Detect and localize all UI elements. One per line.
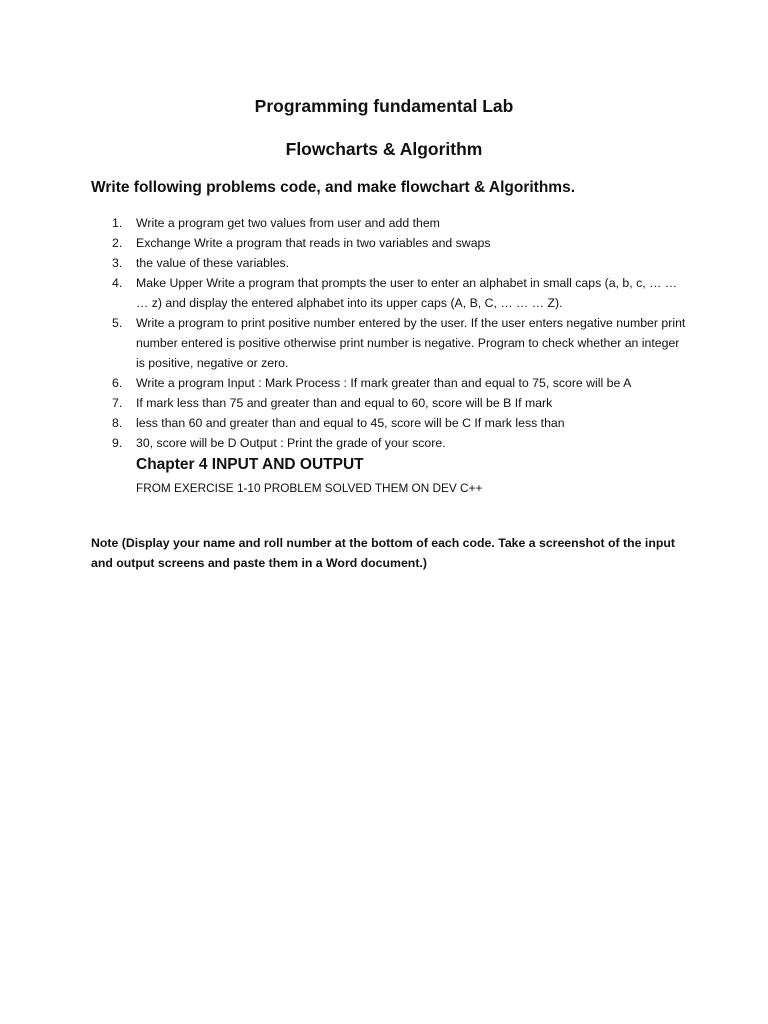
problem-list bbox=[0, 213, 768, 453]
list-item bbox=[0, 253, 768, 273]
list-item-text: Make Upper Write a program that prompts the user to enter an alphabet in small caps (a, b, c, … … … z) and display the entered alphabet into its upper caps (A, B, C, … … … Z). bbox=[136, 276, 678, 310]
list-item-number: 9. bbox=[112, 436, 123, 450]
list-item-text: Write a program to print positive number entered by the user. If the user enters negative number print number entered is positive otherwise print number is negative. Program to check whether an integer is positive, negative or zero. bbox=[136, 316, 686, 370]
list-item-text: Exchange Write a program that reads in two variables and swaps bbox=[136, 236, 491, 250]
list-item bbox=[0, 213, 768, 233]
list-item-number: 8. bbox=[112, 416, 123, 430]
list-item bbox=[0, 373, 768, 393]
list-item bbox=[0, 233, 768, 253]
list-item-text: Write a program get two values from user and add them bbox=[136, 216, 440, 230]
note-paragraph: Note (Display your name and roll number at the bottom of each code. Take a screenshot of the input and output screens and paste them in a Word document.) bbox=[91, 536, 675, 570]
list-item-text: the value of these variables. bbox=[136, 256, 290, 270]
list-item bbox=[0, 393, 768, 413]
list-item-number: 2. bbox=[112, 236, 123, 250]
list-item-number: 7. bbox=[112, 396, 123, 410]
list-item-text: If mark less than 75 and greater than and equal to 60, score will be B If mark bbox=[136, 396, 553, 410]
list-item bbox=[0, 273, 768, 313]
chapter-subheading: FROM EXERCISE 1-10 PROBLEM SOLVED THEM ON DEV C++ bbox=[136, 481, 483, 495]
list-item-number: 5. bbox=[112, 316, 123, 330]
list-item-number: 4. bbox=[112, 276, 123, 290]
chapter-heading: Chapter 4 INPUT AND OUTPUT bbox=[136, 456, 364, 473]
list-item-number: 3. bbox=[112, 256, 123, 270]
page-subtitle: Flowcharts & Algorithm bbox=[285, 139, 483, 159]
list-item bbox=[0, 433, 768, 453]
list-item-number: 6. bbox=[112, 376, 123, 390]
instructions-heading: Write following problems code, and make flowchart & Algorithms. bbox=[91, 179, 576, 196]
list-item bbox=[0, 413, 768, 433]
list-item bbox=[0, 313, 768, 373]
list-item-text: Write a program Input : Mark Process : If mark greater than and equal to 75, score will be A bbox=[136, 376, 632, 390]
list-item-text: less than 60 and greater than and equal to 45, score will be C If mark less than bbox=[136, 416, 565, 430]
list-item-number: 1. bbox=[112, 216, 123, 230]
list-item-text: 30, score will be D Output : Print the grade of your score. bbox=[136, 436, 446, 450]
page-title: Programming fundamental Lab bbox=[254, 96, 514, 116]
